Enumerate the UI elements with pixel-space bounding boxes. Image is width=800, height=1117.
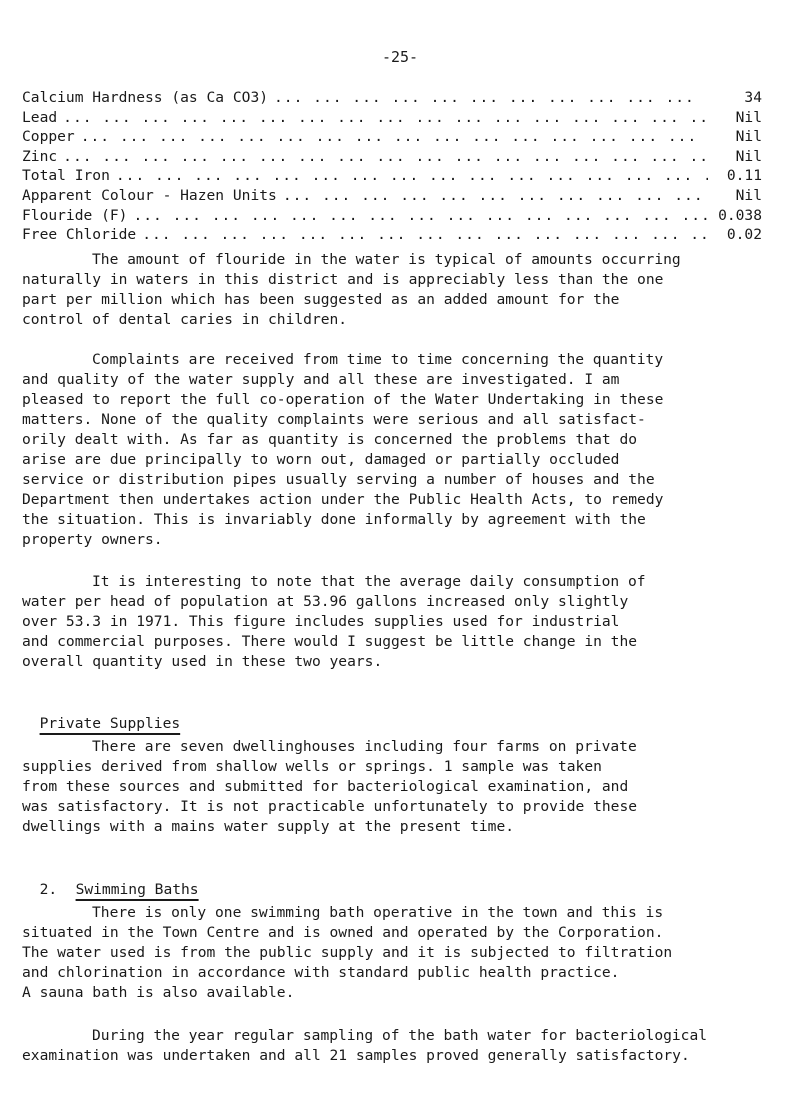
paragraph-sampling: During the year regular sampling of the bath water for bacteriological examination was undertaken and all 21 samples proved generally satisfactory. — [22, 1027, 708, 1064]
result-value: Nil — [735, 186, 762, 204]
result-row-flouride — [22, 206, 762, 226]
result-value: Nil — [735, 147, 762, 165]
dot-leader — [127, 206, 708, 226]
result-value: 0.11 — [726, 167, 762, 185]
paragraph-private-supplies: There are seven dwellinghouses including four farms on private supplies derived from shallow wells or springs. 1 sample was taken from these sources and submitted for bacteriological examination, and was satisfactory. It is not practicable unfortunately to provide these dwellings with a mains water supply at the present time. — [22, 738, 638, 835]
dot-leader — [57, 108, 708, 128]
heading-private-supplies — [22, 694, 180, 734]
heading-swimming-baths-text: Swimming Baths — [75, 881, 199, 898]
section-number: 2. — [39, 881, 58, 898]
paragraph-consumption: It is interesting to note that the average daily consumption of water per head of population at 53.96 gallons increased only slightly over 53.3 in 1971. This figure includes supplies used for industrial and commercial purposes. There would I suggest be little change in the overall quantity used in these two years. — [22, 573, 646, 670]
result-label: Flouride (F) — [22, 206, 128, 224]
page-number: -25- — [381, 48, 419, 66]
result-row-apparent-colour — [22, 186, 762, 206]
result-label: Copper — [22, 128, 75, 146]
result-value: Nil — [735, 128, 762, 146]
result-row-copper — [22, 127, 762, 147]
paragraph-swimming-baths: There is only one swimming bath operative in the town and this is situated in the Town Centre and is owned and operated by the Corporation. The water used is from the public supply and it is subjected to filtration and chlorination in accordance with standard public health practice. A sauna bath is also available. — [22, 904, 673, 1001]
result-row-free-chloride — [22, 225, 762, 245]
result-label: Zinc — [22, 147, 58, 165]
result-label: Free Chloride — [22, 226, 137, 244]
paragraph-fluoride: The amount of flouride in the water is typical of amounts occurring naturally in waters in this district and is appreciably less than the one part per million which has been suggested as an added amount for the control of dental caries in children. — [22, 251, 681, 328]
result-row-total-iron — [22, 166, 762, 186]
result-value: 0.02 — [726, 226, 762, 244]
heading-swimming-baths — [22, 860, 199, 900]
result-row-zinc — [22, 147, 762, 167]
paragraph-complaints: Complaints are received from time to time concerning the quantity and quality of the water supply and all these are investigated. I am pleased to report the full co-operation of the Water Undertaking in these matters. None of the quality complaints were serious and all satisfact- orily dealt with. As far as quantity is concerned the problems that do arise are due principally to worn out, damaged or partially occluded service or distribution pipes usually serving a number of houses and the Department then undertakes action under the Public Health Acts, to remedy the situation. This is invariably done informally by agreement with the property owners. — [22, 351, 664, 548]
dot-leader — [268, 88, 708, 108]
result-label: Calcium Hardness (as Ca CO3) — [22, 89, 269, 106]
dot-leader — [136, 225, 708, 245]
heading-private-supplies-text: Private Supplies — [39, 715, 181, 732]
result-label: Apparent Colour - Hazen Units — [22, 186, 277, 204]
water-analysis-results — [22, 88, 762, 245]
result-label: Lead — [22, 108, 58, 126]
result-value: 0.038 — [718, 206, 762, 224]
dot-leader — [75, 127, 708, 147]
result-row-lead — [22, 108, 762, 128]
dot-leader — [277, 186, 708, 206]
result-value: 34 — [744, 89, 762, 106]
dot-leader — [110, 166, 708, 186]
result-row-calcium-hardness — [22, 88, 762, 108]
result-label: Total Iron — [22, 167, 110, 185]
result-value: Nil — [735, 108, 762, 126]
dot-leader — [57, 147, 708, 167]
